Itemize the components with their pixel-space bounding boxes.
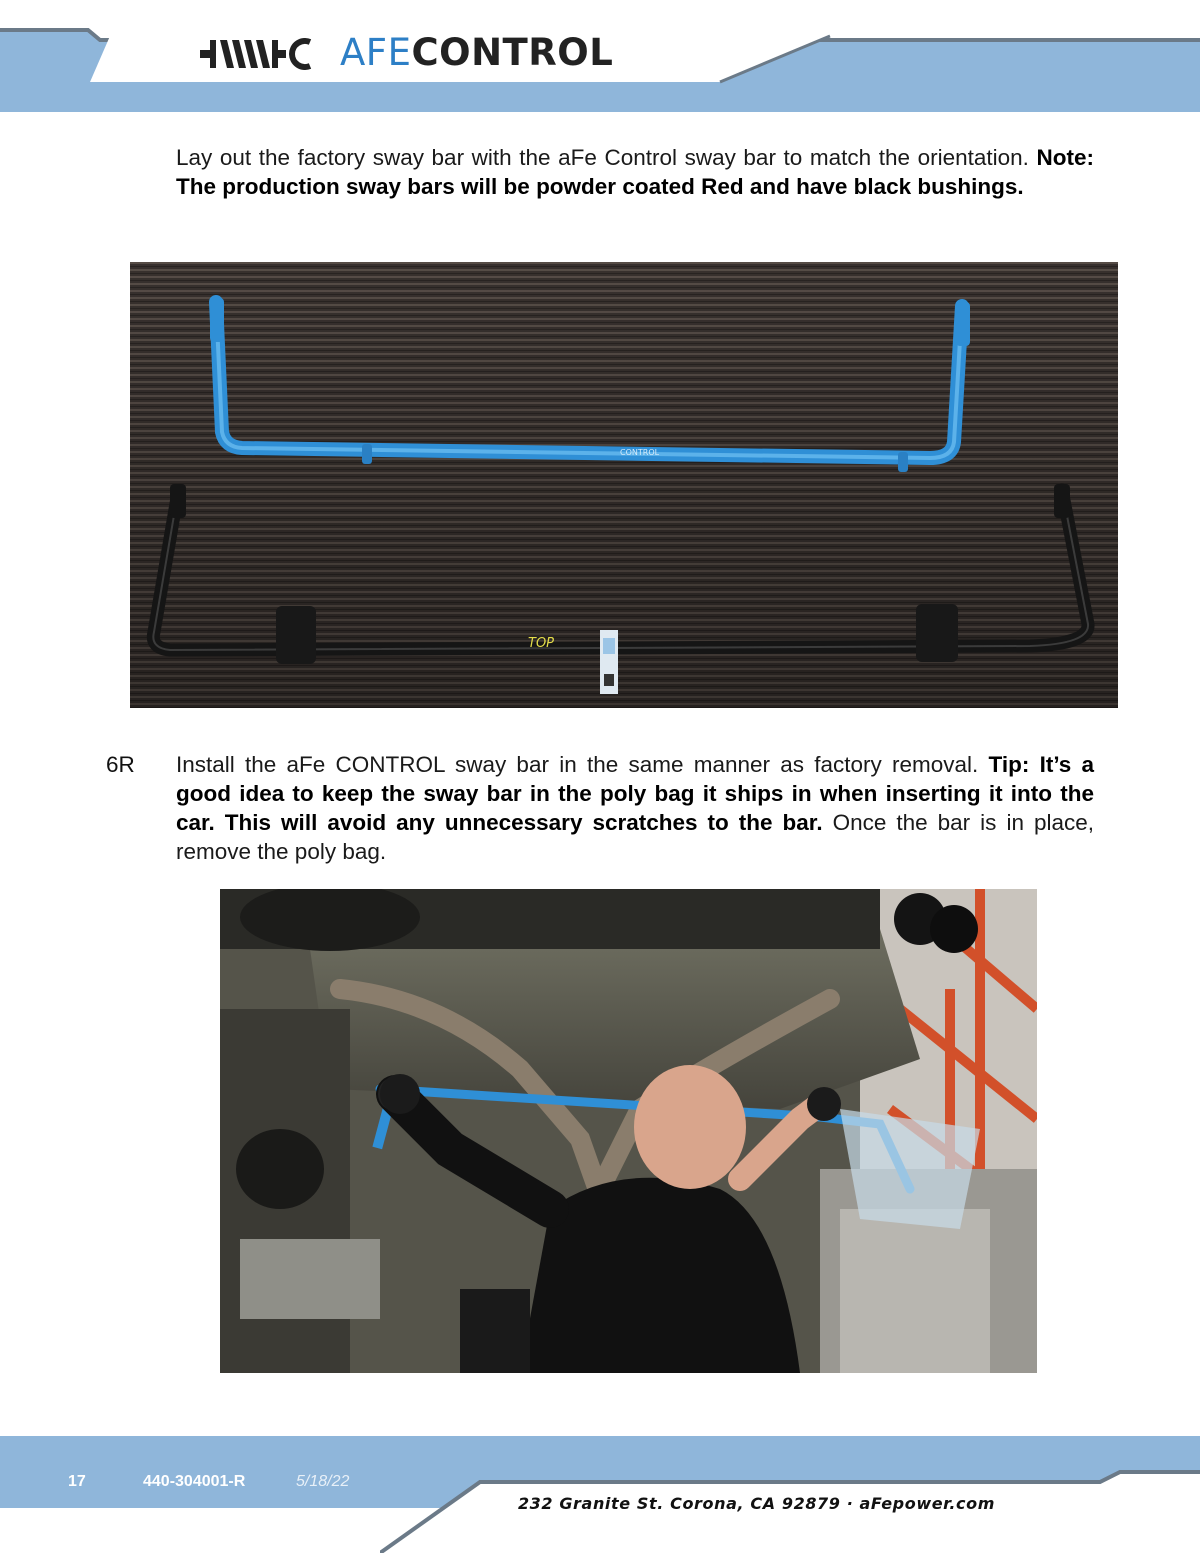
step-text-1: Install the aFe CONTROL sway bar in the same manner as factory removal. [176,752,989,777]
intro-note: Note: The production sway bars will be powder coated Red and have black bushings. [176,145,1094,199]
part-number: 440-304001-R [143,1473,246,1490]
intro-text: Lay out the factory sway bar with the aFe Control sway bar to match the orientation. [176,145,1037,170]
brand-afe: AFE [340,31,412,74]
company-address: 232 Granite St. Corona, CA 92879 · aFepower.com [517,1494,995,1513]
blue-bar-label: CONTROL [620,448,660,457]
intro-paragraph [176,143,1094,201]
step-tip: Tip: It’s a good idea to keep the sway bar in the poly bag it ships in when inserting it into the car. This will avoid any unnecessary scratches to the bar. [176,752,1094,835]
top-marking: TOP [528,636,555,651]
afe-control-logo-icon [200,38,328,70]
page-number: 17 [68,1473,86,1490]
install-photo [220,889,1037,1373]
sway-bars-photo [130,262,1118,708]
step-number: 6R [106,752,135,777]
revision-date: 5/18/22 [296,1473,350,1490]
step-paragraph [176,750,1094,866]
brand-control: CONTROL [411,31,614,74]
brand-wordmark [340,33,613,73]
step-text-2: Once the bar is in place, remove the poly bag. [176,810,1094,864]
